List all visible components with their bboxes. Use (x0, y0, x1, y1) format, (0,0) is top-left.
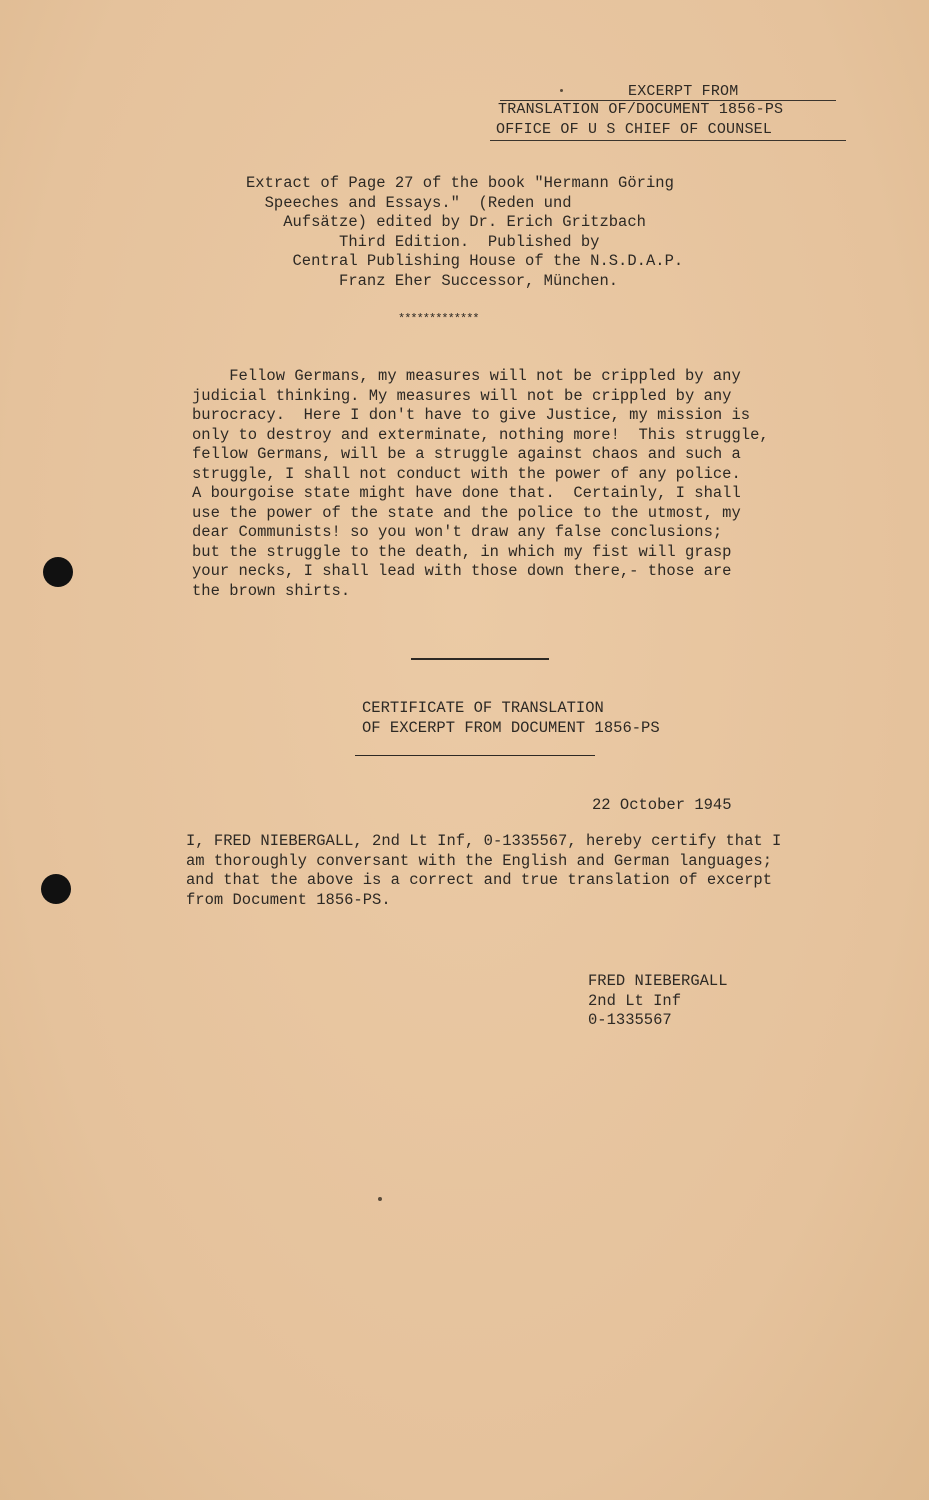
paper-speck (378, 1197, 382, 1201)
section-divider (411, 658, 549, 660)
excerpt-line: judicial thinking. My measures will not be crippled by any (192, 386, 732, 405)
excerpt-line: fellow Germans, will be a struggle against chaos and such a (192, 445, 741, 463)
excerpt-line: dear Communists! so you won't draw any false conclusions; (192, 523, 723, 541)
punch-hole-upper (43, 557, 73, 587)
certificate-title-line-2: OF EXCERPT FROM DOCUMENT 1856-PS (362, 719, 660, 737)
excerpt-line: A bourgoise state might have done that. Certainly, I shall (192, 484, 741, 502)
citation-line: Third Edition. Published by (246, 232, 600, 251)
certificate-line: I, FRED NIEBERGALL, 2nd Lt Inf, 0-1335567, hereby certify that I (186, 832, 782, 850)
certificate-title-line-1: CERTIFICATE OF TRANSLATION (362, 699, 604, 717)
star-separator: ************* (398, 312, 479, 326)
certificate-line: from Document 1856-PS. (186, 890, 391, 909)
header-line-1: EXCERPT FROM (628, 83, 739, 100)
punch-hole-lower (41, 874, 71, 904)
signature-name: FRED NIEBERGALL (588, 972, 728, 990)
citation-line: Aufsätze) edited by Dr. Erich Gritzbach (246, 213, 646, 231)
header-rule-2 (490, 140, 846, 141)
speech-excerpt (192, 367, 772, 601)
excerpt-line: but the struggle to the death, in which my fist will grasp (192, 542, 732, 561)
paper-speck (560, 89, 563, 92)
excerpt-line: struggle, I shall not conduct with the power of any police. (192, 464, 741, 483)
excerpt-line: your necks, I shall lead with those down there,- those are (192, 562, 732, 580)
certificate-line: am thoroughly conversant with the English and German languages; (186, 851, 772, 870)
excerpt-line: the brown shirts. (192, 581, 351, 600)
certificate-rule (355, 755, 595, 756)
certificate-statement (186, 832, 806, 910)
citation-line: Franz Eher Successor, München. (246, 271, 619, 290)
excerpt-line: burocracy. Here I don't have to give Justice, my mission is (192, 406, 751, 424)
certificate-date: 22 October 1945 (592, 796, 732, 814)
signature-block (588, 972, 728, 1031)
citation-line: Speeches and Essays." (Reden und (246, 193, 572, 212)
certificate-line: and that the above is a correct and true translation of excerpt (186, 871, 772, 889)
signature-rank: 2nd Lt Inf (588, 991, 682, 1010)
excerpt-line: use the power of the state and the police to the utmost, my (192, 503, 741, 522)
citation-line: Central Publishing House of the N.S.D.A.P. (246, 252, 684, 270)
excerpt-line: Fellow Germans, my measures will not be crippled by any (192, 367, 741, 385)
header-line-3: OFFICE OF U S CHIEF OF COUNSEL (496, 121, 773, 138)
signature-serial: 0-1335567 (588, 1011, 672, 1029)
citation-line: Extract of Page 27 of the book "Hermann Göring (246, 174, 674, 192)
certificate-title (362, 698, 660, 738)
header-line-2: TRANSLATION OF/DOCUMENT 1856-PS (498, 101, 784, 118)
book-citation (246, 174, 706, 291)
excerpt-line: only to destroy and exterminate, nothing more! This struggle, (192, 425, 769, 444)
